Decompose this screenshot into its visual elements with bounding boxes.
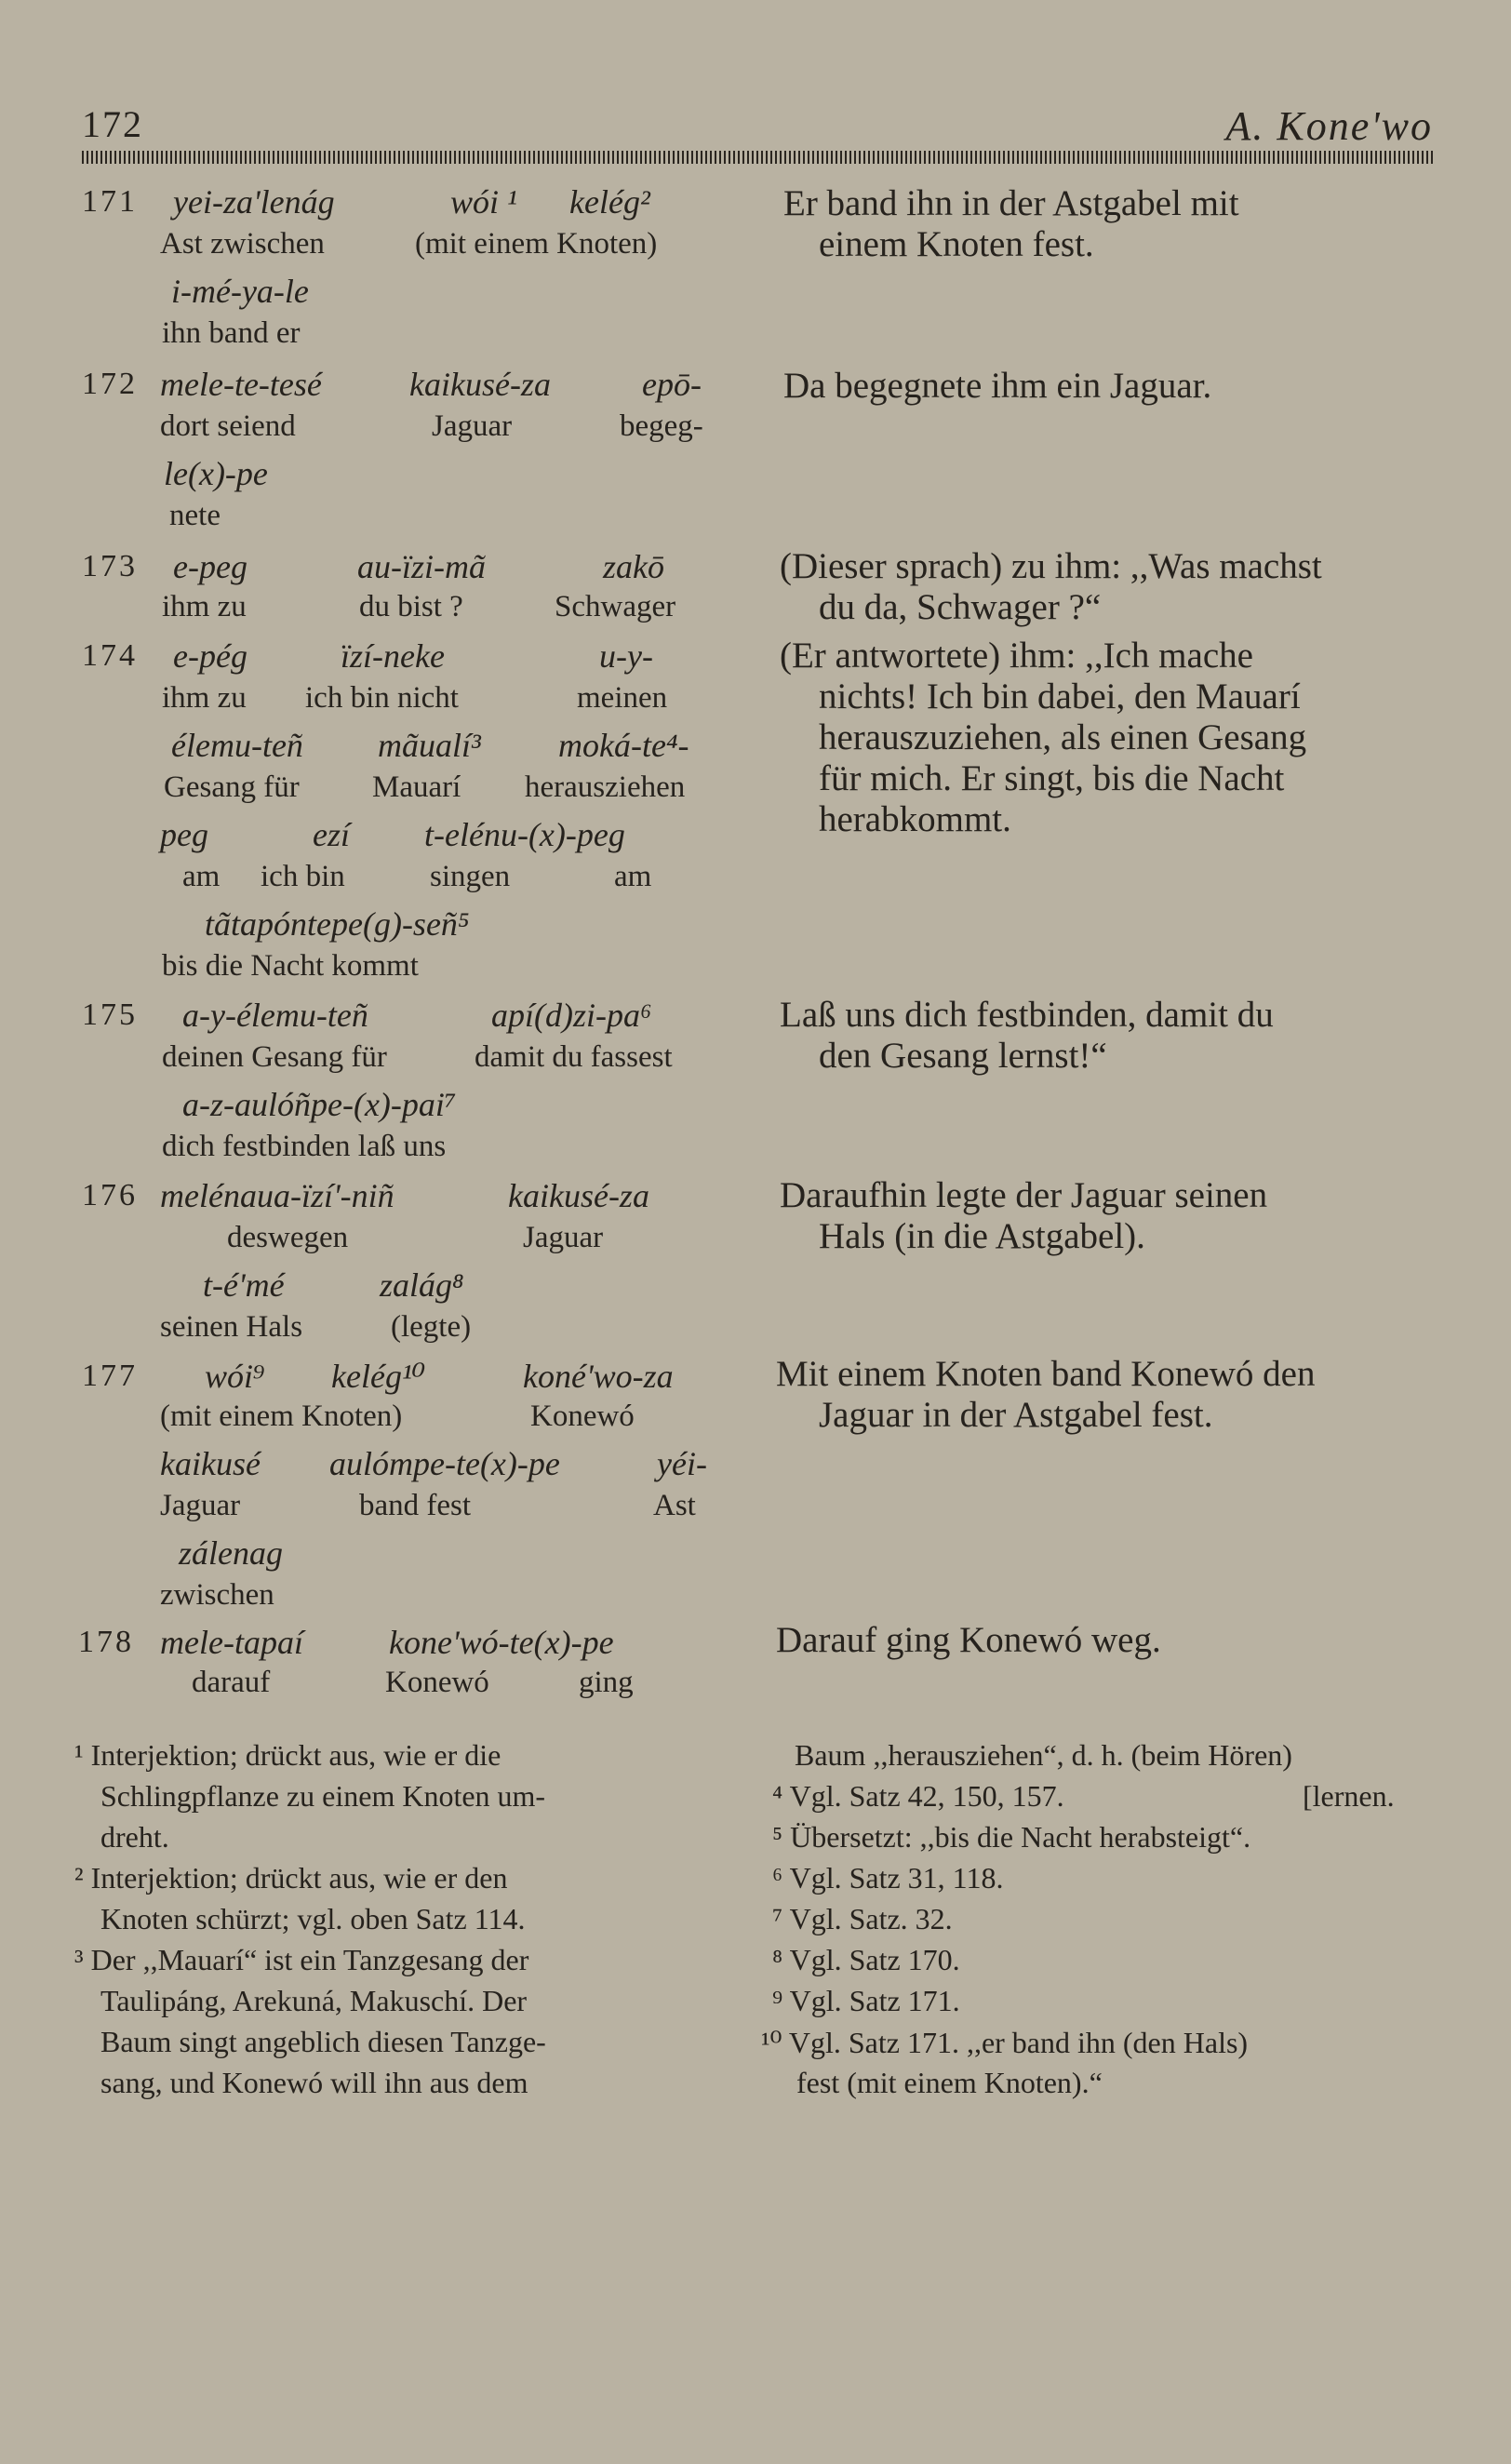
- gloss: herausziehen: [525, 770, 686, 804]
- footnote-line: Baum singt angeblich diesen Tanzge-: [100, 2025, 546, 2058]
- interlinear-word: moká-te⁴-: [558, 727, 689, 764]
- gloss: Jaguar: [523, 1221, 604, 1254]
- footnote-line: Schlingpflanze zu einem Knoten um-: [100, 1779, 546, 1813]
- translation-line: du da, Schwager ?“: [819, 587, 1102, 627]
- interlinear-word: kelég²: [569, 183, 650, 221]
- gloss: (legte): [391, 1310, 472, 1344]
- interlinear-word: kaikusé-za: [508, 1177, 649, 1214]
- footnote-line: ² Interjektion; drückt aus, wie er den: [74, 1861, 508, 1895]
- interlinear-word: ezí: [313, 816, 350, 853]
- footnote-line: Taulipáng, Arekuná, Makuschí. Der: [100, 1984, 528, 2017]
- interlinear-word: au-ïzi-mã: [357, 548, 486, 585]
- interlinear-word: kaikusé: [160, 1445, 261, 1482]
- sentence-number: 175: [82, 998, 138, 1032]
- gloss: Konewó: [385, 1666, 489, 1699]
- footnote-line: Knoten schürzt; vgl. oben Satz 114.: [100, 1902, 526, 1935]
- gloss: ihn band er: [162, 316, 301, 350]
- interlinear-word: peg: [160, 816, 208, 853]
- interlinear-word: aulómpe-te(x)-pe: [329, 1445, 560, 1482]
- interlinear-word: mãualí³: [378, 727, 481, 764]
- sentence-number: 177: [82, 1359, 138, 1393]
- footnote-line: ¹ Interjektion; drückt aus, wie er die: [74, 1738, 501, 1772]
- sentence-number: 174: [82, 638, 138, 673]
- footnote-line: [lernen.: [1303, 1779, 1395, 1813]
- translation-line: herabkommt.: [819, 799, 1011, 839]
- translation-line: Darauf ging Konewó weg.: [776, 1620, 1161, 1660]
- gloss: ihm zu: [162, 590, 247, 623]
- page-number: 172: [82, 103, 143, 145]
- interlinear-word: epō-: [642, 366, 702, 403]
- translation-line: nichts! Ich bin dabei, den Mauarí: [819, 676, 1301, 716]
- translation-line: für mich. Er singt, bis die Nacht: [819, 758, 1285, 798]
- interlinear-word: e-pég: [173, 637, 247, 675]
- gloss: Schwager: [555, 590, 676, 623]
- gloss: Ast zwischen: [160, 227, 325, 261]
- gloss: bis die Nacht kommt: [162, 949, 419, 983]
- translation-line: Daraufhin legte der Jaguar seinen: [780, 1175, 1268, 1215]
- interlinear-word: mele-tapaí: [160, 1624, 303, 1661]
- interlinear-word: ïzí-neke: [341, 637, 445, 675]
- footnote-line: sang, und Konewó will ihn aus dem: [100, 2066, 528, 2099]
- gloss: am: [614, 860, 652, 893]
- interlinear-word: zalág⁸: [380, 1266, 464, 1304]
- translation-line: herauszuziehen, als einen Gesang: [819, 717, 1307, 757]
- footnote-line: ³ Der ,,Mauarí“ ist ein Tanzgesang der: [74, 1943, 529, 1976]
- interlinear-word: kone'wó-te(x)-pe: [389, 1624, 614, 1661]
- translation-line: Da begegnete ihm ein Jaguar.: [783, 366, 1212, 406]
- interlinear-word: élemu-teñ: [171, 727, 303, 764]
- sentence-number: 178: [78, 1625, 134, 1659]
- footnote-line: ⁶ Vgl. Satz 31, 118.: [772, 1861, 1004, 1895]
- interlinear-word: yei-za'lenág: [173, 183, 335, 221]
- gloss: meinen: [577, 681, 668, 715]
- footnote-line: ⁸ Vgl. Satz 170.: [772, 1943, 960, 1976]
- interlinear-word: tãtapóntepe(g)-señ⁵: [205, 905, 470, 943]
- footnote-line: dreht.: [100, 1820, 169, 1854]
- interlinear-word: wói⁹: [205, 1358, 265, 1395]
- gloss: Jaguar: [432, 409, 513, 443]
- footnote-line: ⁴ Vgl. Satz 42, 150, 157.: [772, 1779, 1064, 1813]
- interlinear-word: i-mé-ya-le: [171, 273, 309, 310]
- interlinear-word: koné'wo-za: [523, 1358, 674, 1395]
- gloss: ich bin nicht: [305, 681, 459, 715]
- interlinear-word: t-é'mé: [203, 1266, 285, 1304]
- interlinear-word: a-y-élemu-teñ: [182, 997, 368, 1034]
- gloss: Gesang für: [164, 770, 300, 804]
- translation-line: Jaguar in der Astgabel fest.: [819, 1395, 1213, 1435]
- gloss: Konewó: [530, 1399, 635, 1433]
- gloss: begeg-: [620, 409, 703, 443]
- gloss: damit du fassest: [475, 1040, 673, 1074]
- gloss: singen: [430, 860, 511, 893]
- footnote-line: ⁹ Vgl. Satz 171.: [772, 1984, 960, 2017]
- translation-line: Laß uns dich festbinden, damit du: [780, 995, 1274, 1035]
- interlinear-word: mele-te-tesé: [160, 366, 322, 403]
- sentence-number: 171: [82, 184, 138, 219]
- header-rule: [82, 151, 1433, 164]
- interlinear-word: le(x)-pe: [164, 455, 268, 492]
- gloss: deinen Gesang für: [162, 1040, 387, 1074]
- gloss: ihm zu: [162, 681, 247, 715]
- interlinear-word: wói ¹: [450, 183, 517, 221]
- gloss: dort seiend: [160, 409, 296, 443]
- gloss: Mauarí: [372, 770, 461, 804]
- gloss: Jaguar: [160, 1489, 241, 1522]
- gloss: am: [182, 860, 221, 893]
- gloss: Ast: [653, 1489, 696, 1522]
- interlinear-word: a-z-aulóñpe-(x)-pai⁷: [182, 1086, 457, 1123]
- interlinear-word: zálenag: [179, 1534, 283, 1572]
- translation-line: Er band ihn in der Astgabel mit: [783, 183, 1239, 223]
- gloss: seinen Hals: [160, 1310, 303, 1344]
- interlinear-word: u-y-: [599, 637, 653, 675]
- footnote-line: ⁵ Übersetzt: ,,bis die Nacht herabsteigt“.: [772, 1820, 1251, 1854]
- gloss: band fest: [359, 1489, 472, 1522]
- gloss: ging: [579, 1666, 634, 1699]
- translation-line: einem Knoten fest.: [819, 224, 1094, 264]
- running-header: A. Kone'wo: [1225, 103, 1433, 149]
- translation-line: (Er antwortete) ihm: ,,Ich mache: [780, 636, 1253, 676]
- footnote-line: Baum ,,herausziehen“, d. h. (beim Hören): [795, 1738, 1292, 1772]
- gloss: ich bin: [261, 860, 345, 893]
- sentence-number: 172: [82, 367, 138, 401]
- footnote-line: ⁷ Vgl. Satz. 32.: [772, 1902, 953, 1935]
- translation-line: Hals (in die Astgabel).: [819, 1216, 1145, 1256]
- translation-line: (Dieser sprach) zu ihm: ,,Was machst: [780, 546, 1322, 586]
- interlinear-word: t-elénu-(x)-peg: [424, 816, 625, 853]
- translation-line: Mit einem Knoten band Konewó den: [776, 1354, 1316, 1394]
- gloss: nete: [169, 499, 221, 532]
- footnote-line: fest (mit einem Knoten).“: [796, 2066, 1103, 2099]
- gloss: du bist ?: [359, 590, 463, 623]
- footnote-line: ¹⁰ Vgl. Satz 171. ,,er band ihn (den Hals): [761, 2026, 1249, 2059]
- interlinear-word: yéi-: [657, 1445, 707, 1482]
- interlinear-word: melénaua-ïzí'-niñ: [160, 1177, 394, 1214]
- gloss: dich festbinden laß uns: [162, 1130, 447, 1163]
- interlinear-word: apí(d)zi-pa⁶: [491, 997, 652, 1034]
- sentence-number: 176: [82, 1178, 138, 1212]
- interlinear-word: zakō: [603, 548, 664, 585]
- interlinear-word: e-peg: [173, 548, 247, 585]
- gloss: darauf: [192, 1666, 271, 1699]
- gloss: (mit einem Knoten): [415, 227, 658, 261]
- gloss: deswegen: [227, 1221, 349, 1254]
- gloss: (mit einem Knoten): [160, 1399, 403, 1433]
- sentence-number: 173: [82, 549, 138, 583]
- gloss: zwischen: [160, 1578, 274, 1612]
- interlinear-word: kelég¹⁰: [331, 1358, 426, 1395]
- interlinear-word: kaikusé-za: [409, 366, 551, 403]
- translation-line: den Gesang lernst!“: [819, 1036, 1107, 1076]
